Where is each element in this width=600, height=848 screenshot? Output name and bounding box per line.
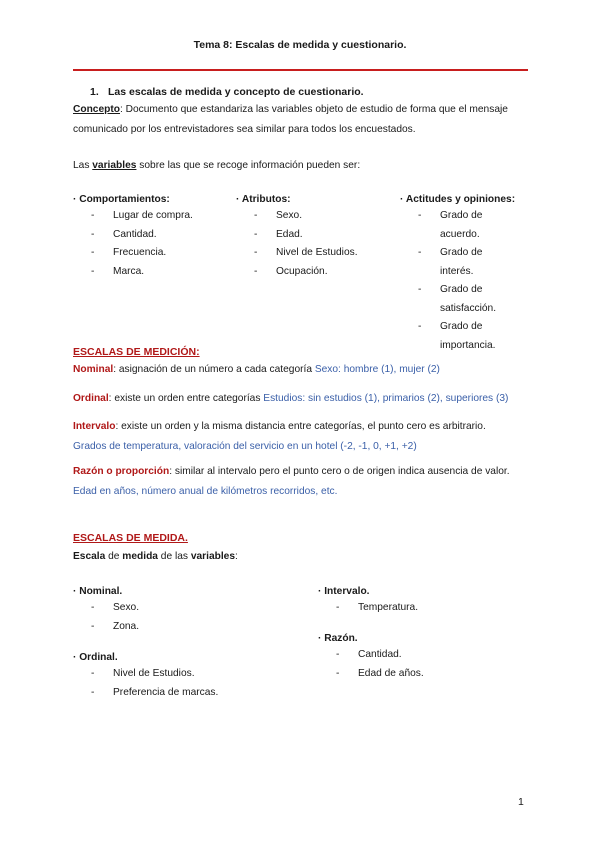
column-title: · Comportamientos:: [73, 194, 170, 205]
nominal-title: · Nominal.: [73, 586, 123, 597]
column-list: [91, 207, 233, 281]
ordinal-list: [91, 665, 293, 702]
sub-de: de: [105, 551, 123, 562]
nominal-text: : asignación de un número a cada categoría: [113, 364, 315, 375]
medida-nominal: [73, 586, 293, 636]
razon-title: · Razón.: [318, 633, 358, 644]
variables-pre: Las: [73, 160, 93, 171]
concepto-paragraph: [73, 100, 533, 140]
title-divider: [73, 69, 528, 71]
ordinal-example: Estudios: sin estudios (1), primarios (2), superiores (3): [263, 393, 509, 404]
column-atributos: [236, 194, 386, 281]
variables-word: variables: [92, 160, 137, 171]
column-actitudes: [400, 194, 530, 355]
intervalo-title: · Intervalo.: [318, 586, 370, 597]
list-item: - Grado de interés.: [418, 244, 518, 281]
ordinal-text: : existe un orden entre categorías: [108, 393, 264, 404]
nominal-list: [91, 599, 293, 636]
list-item: - Temperatura.: [336, 599, 518, 618]
intervalo-example: Grados de temperatura, valoración del servicio en un hotel (-2, -1, 0, +1, +2): [73, 441, 417, 452]
sub-medida: medida: [122, 551, 158, 562]
list-item: - Lugar de compra.: [91, 207, 233, 226]
intervalo-list: [336, 599, 518, 618]
list-item: - Nivel de Estudios.: [254, 244, 386, 263]
list-item: - Preferencia de marcas.: [91, 684, 293, 703]
razon-text: : similar al intervalo pero el punto cero o de origen indica ausencia de valor.: [169, 466, 510, 477]
list-item: - Cantidad.: [91, 226, 233, 245]
list-item: - Nivel de Estudios.: [91, 665, 293, 684]
medicion-ordinal: [73, 389, 533, 409]
intervalo-label: Intervalo: [73, 421, 116, 432]
list-item: - Marca.: [91, 263, 233, 282]
razon-example: Edad en años, número anual de kilómetros recorridos, etc.: [73, 486, 338, 497]
concepto-text: : Documento que estandariza las variables objeto de estudio de forma que el mensaje comunicado por los entrevistadores sea similar para todos los encuestados.: [73, 104, 508, 135]
sub-variables: variables: [190, 551, 236, 562]
list-item: - Edad de años.: [336, 665, 518, 684]
section-heading-text: Las escalas de medida y concepto de cuestionario.: [108, 86, 364, 98]
medida-razon: [318, 633, 518, 683]
list-item: - Zona.: [91, 618, 293, 637]
list-item: - Ocupación.: [254, 263, 386, 282]
medida-intervalo: [318, 586, 518, 618]
list-item: - Edad.: [254, 226, 386, 245]
concepto-label: Concepto: [73, 104, 120, 115]
variables-post: sobre las que se recoge información pueden ser:: [136, 160, 361, 171]
list-item: - Frecuencia.: [91, 244, 233, 263]
medicion-heading: ESCALAS DE MEDICIÓN:: [73, 346, 200, 358]
list-item: - Grado de importancia.: [418, 318, 512, 355]
list-item: - Cantidad.: [336, 646, 518, 665]
ordinal-label: Ordinal: [73, 393, 109, 404]
section-number: 1.: [90, 86, 99, 98]
column-title: · Atributos:: [236, 194, 291, 205]
razon-list: [336, 646, 518, 683]
ordinal-title: · Ordinal.: [73, 652, 118, 663]
sub-escala: Escala: [73, 551, 106, 562]
medicion-nominal: [73, 360, 533, 380]
page-title: Tema 8: Escalas de medida y cuestionario.: [193, 39, 407, 51]
medida-subtitle: [73, 547, 533, 567]
list-item: - Sexo.: [254, 207, 386, 226]
medicion-intervalo: [73, 417, 533, 457]
page-number: 1: [518, 796, 524, 808]
variables-paragraph: [73, 156, 533, 176]
section-heading: [90, 86, 364, 98]
column-comportamientos: [73, 194, 233, 281]
sub-de-las: de las: [157, 551, 191, 562]
razon-label: Razón o proporción: [73, 466, 170, 477]
column-title: · Actitudes y opiniones:: [400, 194, 516, 205]
intervalo-text: : existe un orden y la misma distancia entre categorías, el punto cero es arbitrario.: [115, 421, 486, 432]
column-list: [254, 207, 386, 281]
nominal-example: Sexo: hombre (1), mujer (2): [314, 364, 440, 375]
medicion-razon: [73, 462, 533, 502]
sub-colon: :: [235, 551, 238, 562]
medida-heading: ESCALAS DE MEDIDA.: [73, 532, 188, 544]
list-item: - Grado de acuerdo.: [418, 207, 518, 244]
list-item: - Grado de satisfacción.: [418, 281, 512, 318]
nominal-label: Nominal: [73, 364, 114, 375]
column-list: [418, 207, 518, 355]
medida-ordinal: [73, 652, 293, 702]
list-item: - Sexo.: [91, 599, 293, 618]
